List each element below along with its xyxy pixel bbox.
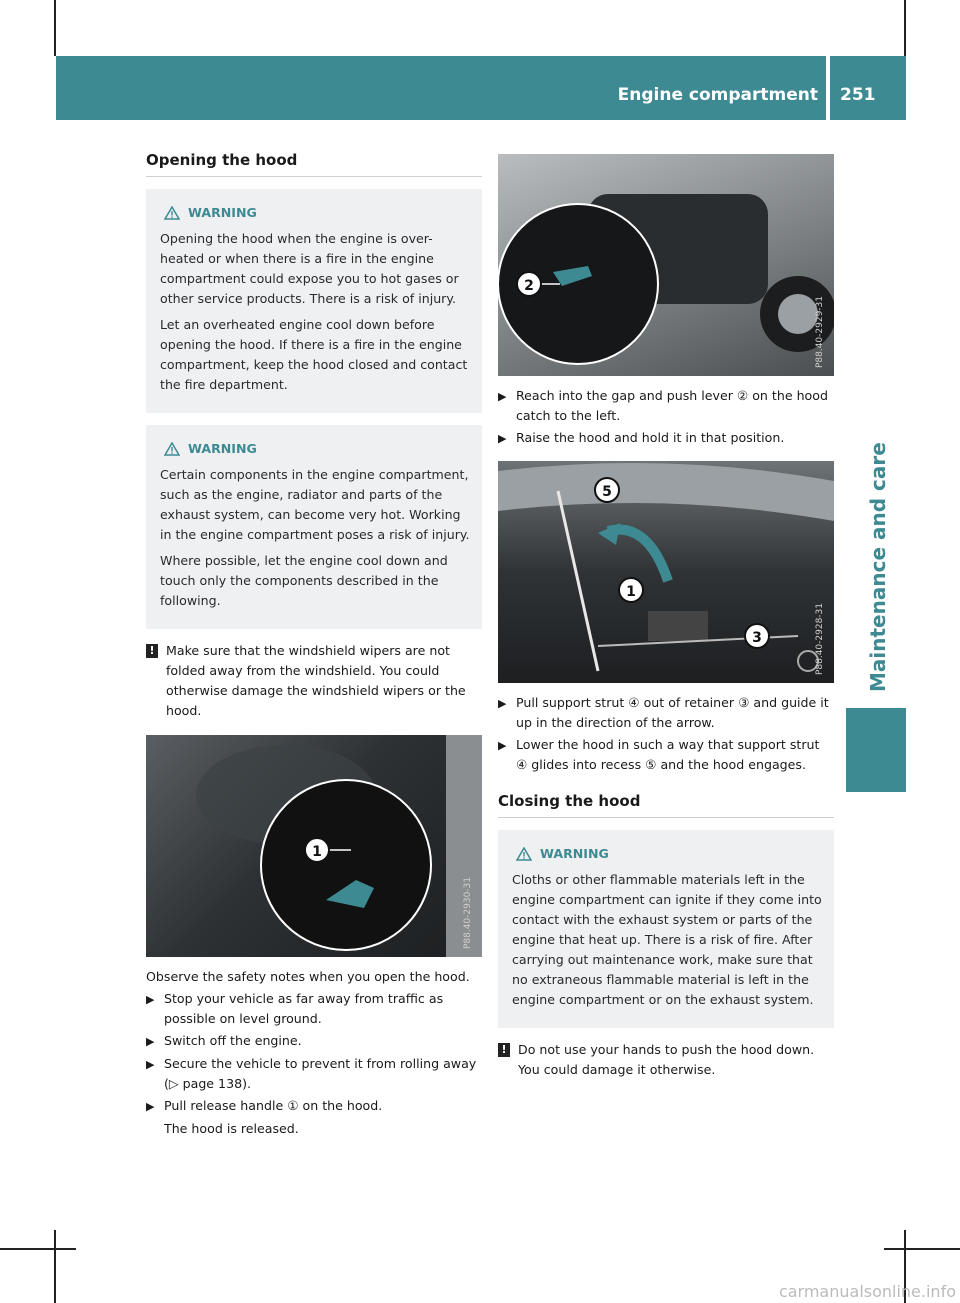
step — [146, 989, 482, 1029]
left-column — [146, 150, 482, 1139]
warning-text: Opening the hood when the engine is over-heated or when there is a fire in the engine compartment could expose you to hot gases or other service products. There is a risk of injury. — [160, 231, 459, 306]
warning-label: WARNING — [188, 441, 257, 456]
callout-2: 2 — [516, 271, 542, 297]
section-heading: Closing the hood — [498, 792, 641, 810]
warning-label: WARNING — [188, 205, 257, 220]
section-heading: Opening the hood — [146, 151, 298, 169]
warning-text: Cloths or other flammable materials left in the engine compartment can ignite if they come into contact with the exhaust system or parts of the engine that heat up. There is a risk of fire. After carrying out maintenance work, make sure that no extraneous flammable material is left in the engine compartment or on the exhaust system. — [512, 872, 822, 1007]
note-icon: ! — [146, 644, 158, 658]
result-text: The hood is released. — [164, 1121, 299, 1136]
callout-1: 1 — [304, 837, 330, 863]
note-text: Do not use your hands to push the hood down. You could damage it otherwise. — [518, 1042, 815, 1077]
side-tab-block — [846, 708, 906, 792]
crop-mark — [54, 1230, 56, 1303]
note-icon: ! — [498, 1043, 510, 1057]
warning-header — [160, 439, 470, 459]
crop-mark — [884, 1248, 960, 1250]
warning-header — [512, 844, 822, 864]
warning-triangle-icon — [516, 847, 532, 861]
warning-text: Where possible, let the engine cool down and touch only the components described in the following. — [160, 553, 448, 608]
header-separator — [826, 56, 830, 120]
intro-text: Observe the safety notes when you open the hood. — [146, 969, 470, 984]
step-arrow-icon: ▶ — [498, 432, 507, 445]
step — [146, 1096, 482, 1117]
warning-triangle-icon — [164, 206, 180, 220]
step-arrow-icon: ▶ — [498, 739, 507, 752]
step — [498, 386, 834, 426]
step-text: Pull support strut ④ out of retainer ③ and guide it up in the direction of the arrow. — [516, 695, 829, 730]
right-column — [498, 154, 834, 1090]
warning-box — [146, 425, 482, 629]
callout-3: 3 — [744, 623, 770, 649]
step-arrow-icon: ▶ — [146, 993, 155, 1006]
step-arrow-icon: ▶ — [498, 390, 507, 403]
step-text: Secure the vehicle to prevent it from rolling away (▷ page 138). — [164, 1056, 477, 1091]
heading-rule — [498, 817, 834, 818]
page-number: 251 — [840, 85, 876, 105]
warning-box — [498, 830, 834, 1028]
vehicle-front-illustration — [498, 154, 834, 376]
crop-mark — [54, 0, 56, 56]
warning-label: WARNING — [540, 846, 609, 861]
note-text: Make sure that the windshield wipers are not folded away from the windshield. You could otherwise damage the windshield wipers or the hood. — [166, 643, 466, 718]
step-arrow-icon: ▶ — [146, 1035, 155, 1048]
crop-mark — [0, 1248, 76, 1250]
step-text: Lower the hood in such a way that support strut ④ glides into recess ⑤ and the hood engages. — [516, 737, 820, 772]
heading-rule — [146, 176, 482, 177]
step-text: Raise the hood and hold it in that position. — [516, 430, 785, 445]
step-arrow-icon: ▶ — [146, 1058, 155, 1071]
step-text: Switch off the engine. — [164, 1033, 302, 1048]
step — [146, 1031, 482, 1052]
step — [498, 428, 834, 449]
figure-support-strut — [498, 461, 834, 683]
step-text: Pull release handle ① on the hood. — [164, 1098, 383, 1113]
step-arrow-icon: ▶ — [498, 697, 507, 710]
step-text: Reach into the gap and push lever ② on the hood catch to the left. — [516, 388, 828, 423]
header-title: Engine compartment — [617, 85, 818, 105]
watermark: carmanualsonline.info — [778, 1282, 956, 1301]
step-arrow-icon: ▶ — [146, 1100, 155, 1113]
crop-mark — [904, 0, 906, 56]
step — [146, 1054, 482, 1094]
warning-triangle-icon — [164, 442, 180, 456]
warning-text: Let an overheated engine cool down before opening the hood. If there is a fire in the engine compartment, keep the hood closed and contact the fire department. — [160, 317, 468, 392]
callout-5: 5 — [594, 477, 620, 503]
figure-code: P88.40-2928-31 — [815, 602, 825, 675]
note — [146, 641, 482, 721]
figure-code: P88.40-2929-31 — [815, 295, 825, 368]
warning-header — [160, 203, 470, 223]
figure-code: P88.40-2930-31 — [463, 876, 473, 949]
warning-text: Certain components in the engine compartment, such as the engine, radiator and parts of the exhaust system, can become very hot. Working in the engine compartment poses a risk of injury. — [160, 467, 470, 542]
callout-1: 1 — [618, 577, 644, 603]
step — [498, 693, 834, 733]
step — [498, 735, 834, 775]
warning-box — [146, 189, 482, 413]
engine-bay-illustration — [498, 461, 834, 683]
figure-release-handle — [146, 735, 482, 957]
note — [498, 1040, 834, 1080]
side-tab-label: Maintenance and care — [866, 442, 890, 692]
figure-hood-catch — [498, 154, 834, 376]
step-text: Stop your vehicle as far away from traffic as possible on level ground. — [164, 991, 444, 1026]
